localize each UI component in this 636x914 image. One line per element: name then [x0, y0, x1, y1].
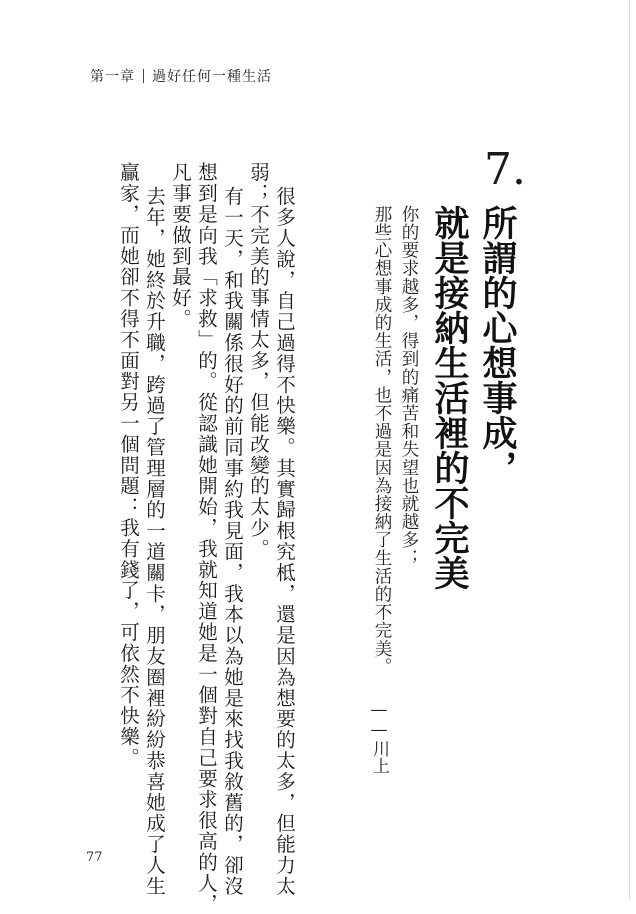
section-title-line-2: 就是接納生活裡的不完美: [429, 205, 469, 590]
epigraph-attribution: ——川上: [369, 700, 389, 774]
epigraph-line-2: 那些心想事成的生活，也不過是因為接納了生活的不完美。: [372, 205, 392, 676]
page-number: 77: [86, 850, 103, 865]
header-separator: [143, 69, 144, 83]
chapter-label: 第一章: [90, 69, 135, 85]
body-line: 贏家，而她卻不得不面對另一個問題：我有錢了，可依然不快樂。: [117, 162, 140, 769]
body-line: 凡事要做到最好。: [169, 162, 192, 330]
body-line: 想到是向我「求救」的。從認識她開始，我就知道她是一個對自己要求很高的人，: [195, 162, 218, 914]
section-title-line-1: 所謂的心想事成，: [477, 205, 517, 485]
chapter-title: 過好任何一種生活: [152, 69, 272, 85]
body-line: 弱；不完美的事情太多，但能改變的太少。: [247, 162, 270, 560]
section-number: 7.: [484, 144, 526, 195]
page-edge-divider: [629, 0, 630, 900]
body-line: 去年，她終於升職，跨過了管理層的一道關卡，朋友圈裡紛紛恭喜她成了人生: [143, 186, 166, 897]
body-line: 有一天，和我關係很好的前同事約我見面，我本以為她是來找我敘舊的，卻沒: [221, 186, 244, 897]
epigraph-line-1: 你的要求越多，得到的痛苦和失望也就越多；: [399, 205, 419, 567]
running-header: [90, 66, 272, 86]
body-line: 很多人說，自己過得不快樂。其實歸根究柢，還是因為想要的太多，但能力太: [273, 186, 296, 897]
